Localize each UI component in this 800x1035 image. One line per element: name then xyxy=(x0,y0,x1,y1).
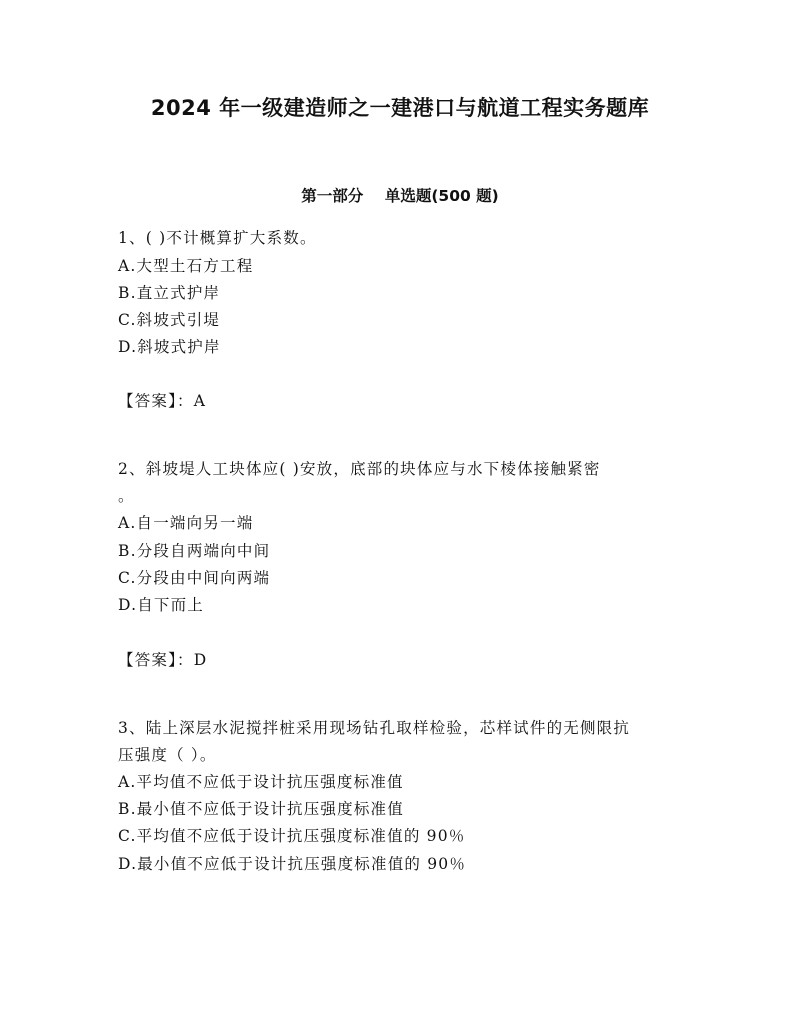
question-1-stem: 1、( )不计概算扩大系数。 xyxy=(118,229,317,247)
question-2-option-c: C.分段由中间向两端 xyxy=(118,569,271,587)
question-3-option-a: A.平均值不应低于设计抗压强度标准值 xyxy=(118,773,404,791)
question-2-option-d: D.自下而上 xyxy=(118,596,205,614)
question-2-option-b: B.分段自两端向中间 xyxy=(118,542,271,560)
question-1-option-a: A.大型土石方工程 xyxy=(118,257,254,275)
question-3-option-c: C.平均值不应低于设计抗压强度标准值的 90％ xyxy=(118,827,466,845)
question-2-stem-line-2: 。 xyxy=(118,487,135,505)
question-2-answer: 【答案】：D xyxy=(118,651,208,669)
question-3-stem-line-2: 压强度（ ）。 xyxy=(118,746,217,764)
question-3-stem-line-1: 3、陆上深层水泥搅拌桩采用现场钻孔取样检验，芯样试件的无侧限抗 xyxy=(118,719,631,737)
document-title: 2024 年一级建造师之一建港口与航道工程实务题库 xyxy=(150,96,650,120)
question-1-option-b: B.直立式护岸 xyxy=(118,284,221,302)
question-1-option-c: C.斜坡式引堤 xyxy=(118,311,221,329)
question-1-answer: 【答案】：A xyxy=(118,392,207,410)
question-2-stem-line-1: 2、斜坡堤人工块体应( )安放，底部的块体应与水下棱体接触紧密 xyxy=(118,460,601,478)
question-3-option-d: D.最小值不应低于设计抗压强度标准值的 90％ xyxy=(118,855,467,873)
section-title: 第一部分 单选题(500 题) xyxy=(301,187,499,205)
question-3-option-b: B.最小值不应低于设计抗压强度标准值 xyxy=(118,800,404,818)
question-2-option-a: A.自一端向另一端 xyxy=(118,514,254,532)
question-1-option-d: D.斜坡式护岸 xyxy=(118,338,221,356)
